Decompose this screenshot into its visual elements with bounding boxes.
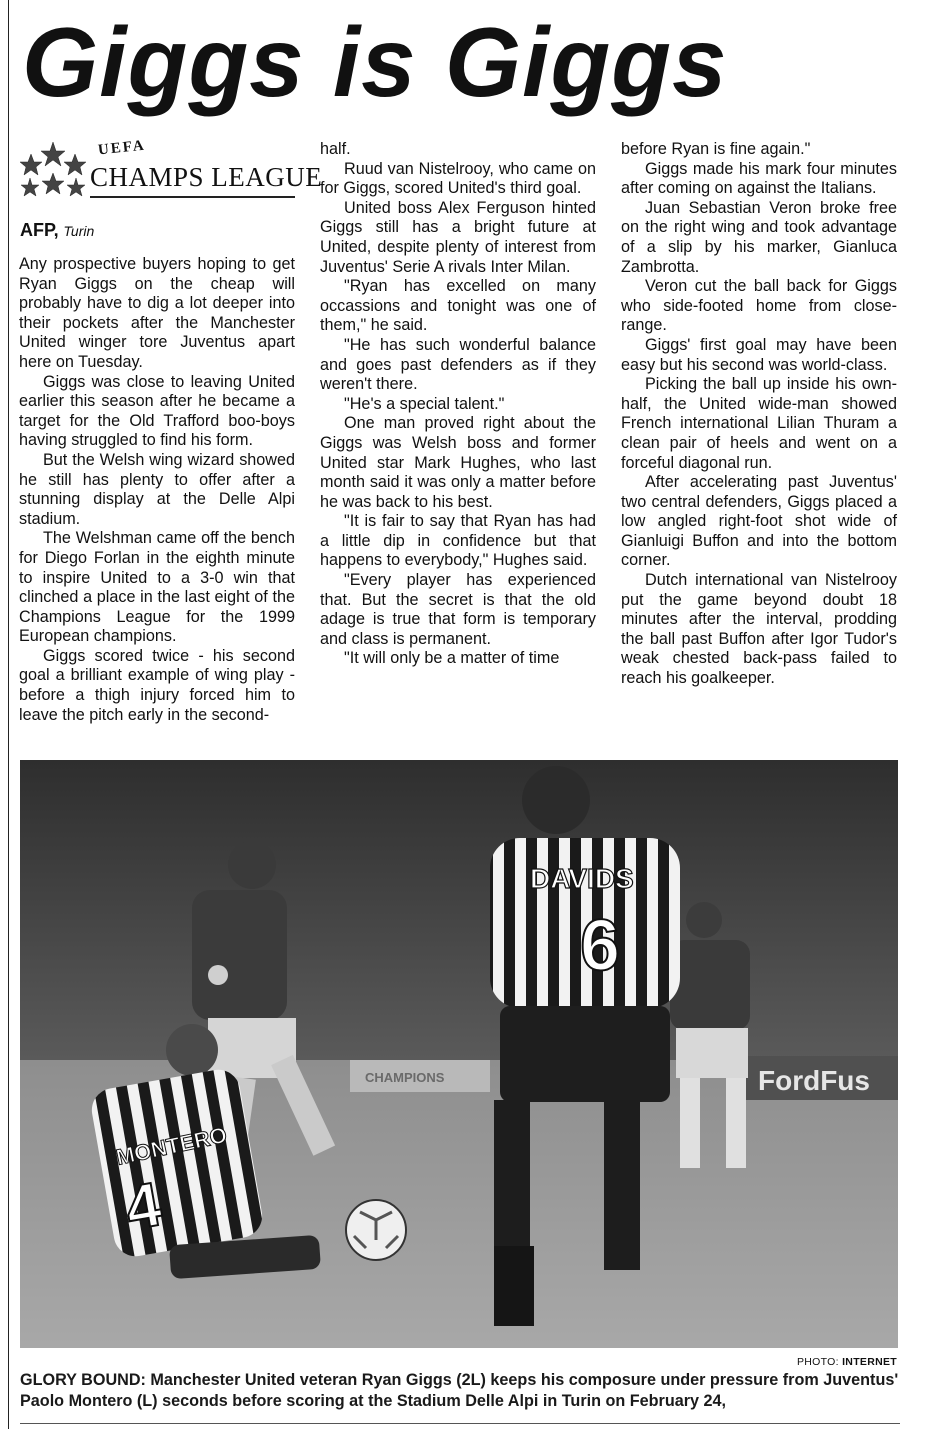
- logo-uefa-text: UEFA: [97, 137, 147, 159]
- photo-caption: GLORY BOUND: Manchester United veteran Ryan Giggs (2L) keeps his composure under pressure from Juventus' Paolo Montero (L) seconds before scoring at the Stadium Delle Alpi in Turin on February 24,: [20, 1371, 899, 1410]
- bottom-rule: [20, 1423, 900, 1424]
- board-text-right: FordFus: [758, 1065, 870, 1096]
- shirt-number-montero: 4: [120, 1169, 167, 1244]
- logo-league-text: CHAMPS LEAGUE: [90, 162, 323, 192]
- paragraph: before Ryan is fine again.": [621, 140, 811, 158]
- article-column-2: [320, 140, 596, 669]
- headline: Giggs is Giggs: [22, 7, 728, 117]
- paragraph: Dutch international van Nistelrooy put the game beyond doubt 18 minutes after the interval, prodding the ball past Buffon after Igor Tudor's weak chested back-pass failed to reach his goalkeeper.: [621, 571, 897, 688]
- paragraph: After accelerating past Juventus' two central defenders, Giggs placed a low angled right-foot shot wide of Gianluigi Buffon and into the bottom corner.: [621, 473, 897, 570]
- board-text-left: CHAMPIONS: [365, 1070, 445, 1085]
- paragraph: Picking the ball up inside his own-half, the United wide-man showed French international Lilian Thuram a clean pair of heels and went on a forceful diagonal run.: [621, 375, 897, 472]
- paragraph: half.: [320, 140, 351, 158]
- shirt-number-davids: 6: [580, 906, 621, 986]
- paragraph: "Every player has experienced that. But the secret is that the old adage is true that form is temporary and class is permanent.: [320, 571, 596, 648]
- paragraph: "He's a special talent.": [344, 394, 505, 413]
- article-column-1: [19, 255, 295, 725]
- paragraph: Veron cut the ball back for Giggs who side-footed home from close-range.: [621, 277, 897, 335]
- match-photo-illustration: [20, 760, 898, 1348]
- champions-league-logo: [18, 137, 323, 204]
- crowd: [20, 760, 898, 1060]
- paragraph: Giggs' first goal may have been easy but his second was world-class.: [621, 335, 897, 374]
- match-photo: [20, 760, 898, 1348]
- paragraph: "He has such wonderful balance and goes past defenders as if they weren't there.: [320, 335, 596, 394]
- byline-place: Turin: [63, 223, 95, 239]
- photo-credit: [797, 1356, 897, 1368]
- byline-agency: AFP,: [20, 220, 59, 240]
- paragraph: One man proved right about the Giggs was Welsh boss and former United star Mark Hughes, who last month said it was only a matter before he was back to his best.: [320, 414, 596, 511]
- paragraph: Any prospective buyers hoping to get Ryan Giggs on the cheap will probably have to dig a lot deeper into their pockets after the Manchester United winger tore Juventus apart here on Tuesday.: [19, 255, 295, 371]
- logo-underline: [90, 196, 295, 198]
- paragraph: But the Welsh wing wizard showed he still has plenty to offer after a stunning display at the Delle Alpi stadium.: [19, 450, 295, 528]
- shirt-name-montero: MONTERO: [113, 1122, 230, 1170]
- paragraph: Giggs made his mark four minutes after coming on against the Italians.: [621, 159, 897, 198]
- paragraph: Giggs was close to leaving United earlier this season after he became a target for the Old Trafford boo-boys having struggled to find his form.: [19, 372, 295, 450]
- photo-credit-source: INTERNET: [842, 1356, 897, 1368]
- shirt-name-davids: DAVIDS: [530, 863, 634, 894]
- article-column-3: [621, 140, 897, 689]
- paragraph: "It is fair to say that Ryan has had a little dip in confidence but that happens to everybody," Hughes said.: [320, 512, 596, 570]
- paragraph: The Welshman came off the bench for Diego Forlan in the eighth minute to inspire United to a 3-0 win that clinched a place in the last eight of the Champions League for the 1999 European champions.: [19, 529, 295, 646]
- starball-icon: [18, 140, 88, 204]
- byline: [20, 220, 94, 241]
- paragraph: United boss Alex Ferguson hinted Giggs still has a bright future at United, despite plenty of interest from Juventus' Serie A rivals Inter Milan.: [320, 198, 596, 276]
- paragraph: Giggs scored twice - his second goal a brilliant example of wing play - before a thigh injury forced him to leave the pitch early in the second-: [19, 646, 295, 724]
- paragraph: Juan Sebastian Veron broke free on the right wing and took advantage of a slip by his marker, Gianluca Zambrotta.: [621, 198, 897, 276]
- photo-credit-label: PHOTO:: [797, 1356, 839, 1368]
- paragraph: "It will only be a matter of time: [344, 649, 560, 668]
- paragraph: Ruud van Nistelrooy, who came on for Giggs, scored United's third goal.: [320, 159, 596, 198]
- left-margin-rule: [8, 0, 9, 1429]
- football: [346, 1200, 406, 1260]
- paragraph: "Ryan has excelled on many occassions and tonight was one of them," he said.: [320, 277, 596, 335]
